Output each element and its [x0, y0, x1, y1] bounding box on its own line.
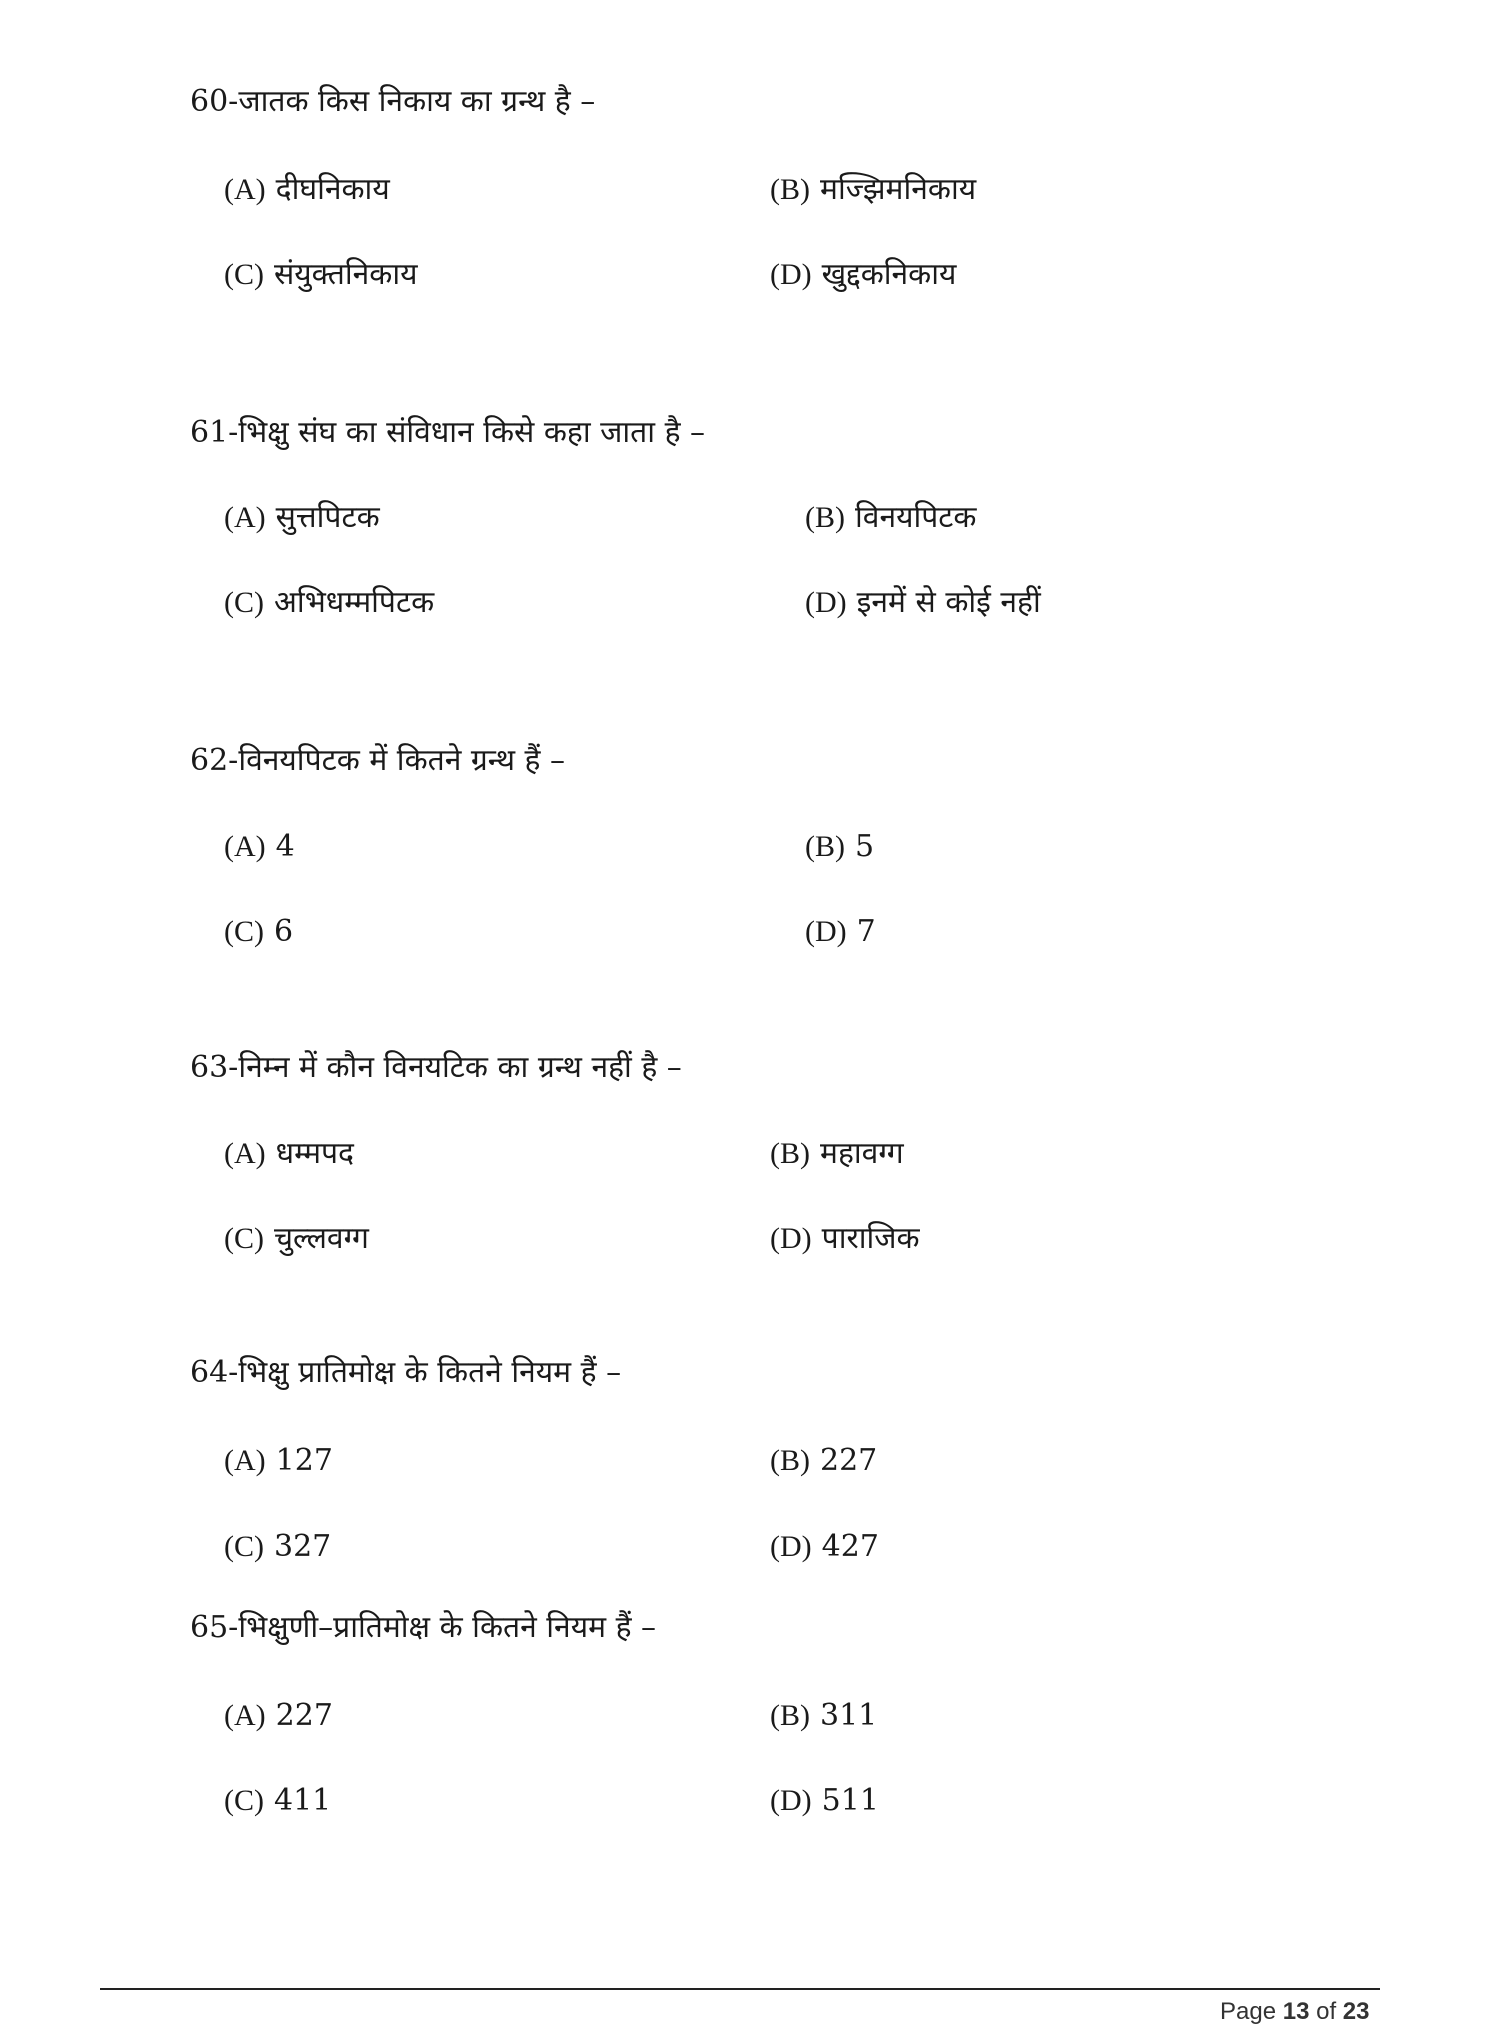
option-text: पाराजिक	[821, 1221, 920, 1256]
option-d	[770, 1219, 920, 1259]
option-letter: (B)	[805, 501, 845, 534]
option-c	[224, 912, 293, 952]
option-c	[224, 1527, 331, 1567]
option-a	[224, 1441, 333, 1481]
option-text: 327	[274, 1529, 332, 1564]
question-number: 63-	[190, 1050, 239, 1085]
option-c	[224, 255, 418, 295]
question-number: 61-	[190, 415, 239, 450]
option-text: 511	[821, 1783, 879, 1818]
question-text: भिक्षु संघ का संविधान किसे कहा जाता है –	[238, 415, 706, 450]
option-c	[224, 1781, 331, 1821]
question-text: भिक्षु प्रातिमोक्ष के कितने नियम हैं –	[238, 1355, 622, 1390]
option-letter: (B)	[770, 1137, 810, 1170]
option-a	[224, 827, 295, 867]
option-text: महावग्ग	[820, 1136, 904, 1171]
option-text: दीघनिकाय	[275, 172, 390, 207]
option-text: 4	[275, 829, 295, 864]
option-text: 6	[274, 914, 294, 949]
option-d	[770, 1527, 879, 1567]
footer-divider	[100, 1988, 1380, 1990]
option-letter: (A)	[224, 1137, 266, 1170]
option-letter: (C)	[224, 258, 264, 291]
option-text: धम्मपद	[275, 1136, 354, 1171]
option-letter: (B)	[805, 830, 845, 863]
question-65	[190, 1608, 656, 1648]
option-text: संयुक्तनिकाय	[274, 257, 418, 292]
option-letter: (B)	[770, 1699, 810, 1732]
option-letter: (C)	[224, 1530, 264, 1563]
option-text: खुद्दकनिकाय	[821, 257, 957, 292]
option-letter: (C)	[224, 915, 264, 948]
of-word: of	[1316, 1998, 1337, 2025]
question-64	[190, 1353, 621, 1393]
option-text: अभिधम्मपिटक	[274, 585, 435, 620]
option-text: इनमें से कोई नहीं	[856, 585, 1041, 620]
option-d	[805, 912, 876, 952]
option-b	[770, 1696, 877, 1736]
question-text: भिक्षुणी–प्रातिमोक्ष के कितने नियम हैं –	[238, 1610, 657, 1645]
option-d	[805, 583, 1041, 623]
option-letter: (D)	[770, 1530, 812, 1563]
option-letter: (D)	[770, 1222, 812, 1255]
option-letter: (A)	[224, 1699, 266, 1732]
option-text: 311	[820, 1698, 878, 1733]
question-text: जातक किस निकाय का ग्रन्थ है –	[238, 84, 596, 119]
option-letter: (A)	[224, 173, 266, 206]
option-letter: (D)	[770, 1784, 812, 1817]
option-a	[224, 498, 380, 538]
option-text: 7	[856, 914, 876, 949]
option-letter: (D)	[770, 258, 812, 291]
option-b	[770, 1134, 904, 1174]
question-number: 64-	[190, 1355, 239, 1390]
option-letter: (C)	[224, 586, 264, 619]
option-text: 427	[821, 1529, 879, 1564]
option-b	[770, 170, 976, 210]
page-number	[1220, 1998, 1370, 2026]
option-text: सुत्तपिटक	[275, 500, 380, 535]
option-letter: (A)	[224, 1444, 266, 1477]
option-letter: (A)	[224, 501, 266, 534]
option-text: 227	[820, 1443, 878, 1478]
option-letter: (C)	[224, 1784, 264, 1817]
option-a	[224, 170, 390, 210]
option-c	[224, 583, 434, 623]
option-d	[770, 255, 956, 295]
option-text: 127	[275, 1443, 333, 1478]
option-letter: (C)	[224, 1222, 264, 1255]
question-text: विनयपिटक में कितने ग्रन्थ हैं –	[238, 743, 565, 778]
option-letter: (B)	[770, 1444, 810, 1477]
option-text: 5	[855, 829, 875, 864]
question-text: निम्न में कौन विनयटिक का ग्रन्थ नहीं है –	[238, 1050, 682, 1085]
option-text: मज्झिमनिकाय	[820, 172, 977, 207]
question-number: 65-	[190, 1610, 239, 1645]
option-letter: (D)	[805, 915, 847, 948]
option-letter: (D)	[805, 586, 847, 619]
question-number: 62-	[190, 743, 239, 778]
page-total: 23	[1342, 1998, 1370, 2025]
option-a	[224, 1134, 354, 1174]
page-current: 13	[1282, 1998, 1310, 2025]
page-word: Page	[1220, 1998, 1277, 2025]
option-c	[224, 1219, 369, 1259]
option-a	[224, 1696, 333, 1736]
option-text: 227	[275, 1698, 333, 1733]
option-b	[805, 498, 976, 538]
option-b	[805, 827, 874, 867]
question-62	[190, 741, 565, 781]
option-letter: (A)	[224, 830, 266, 863]
option-letter: (B)	[770, 173, 810, 206]
option-d	[770, 1781, 879, 1821]
question-60	[190, 82, 595, 122]
option-b	[770, 1441, 877, 1481]
question-61	[190, 413, 705, 453]
question-63	[190, 1048, 682, 1088]
option-text: चुल्लवग्ग	[274, 1221, 369, 1256]
option-text: विनयपिटक	[855, 500, 977, 535]
option-text: 411	[274, 1783, 332, 1818]
question-number: 60-	[190, 84, 239, 119]
